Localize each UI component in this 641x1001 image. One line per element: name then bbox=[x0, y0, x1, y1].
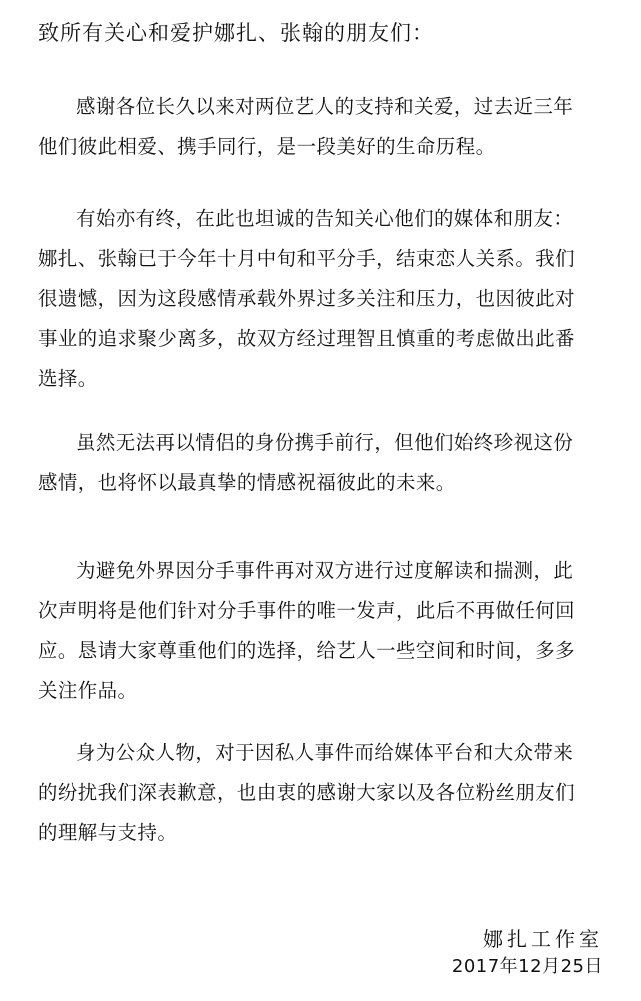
letter-salutation: 致所有关心和爱护娜扎、张翰的朋友们： bbox=[38, 21, 434, 45]
paragraph-line: 应。恳请大家尊重他们的选择，给艺人一些空间和时间，多多 bbox=[38, 639, 576, 662]
paragraph-apology bbox=[38, 733, 618, 853]
paragraph-request bbox=[38, 551, 618, 711]
paragraph-line: 娜扎、张翰已于今年十月中旬和平分手，结束恋人关系。我们 bbox=[38, 247, 576, 270]
paragraph-line: 事业的追求聚少离多，故双方经过理智且慎重的考虑做出此番 bbox=[38, 327, 576, 350]
signature-studio: 娜扎工作室 bbox=[483, 927, 603, 951]
paragraph-line: 很遗憾，因为这段感情承载外界过多关注和压力，也因彼此对 bbox=[38, 287, 576, 310]
paragraph-line: 的理解与支持。 bbox=[38, 821, 178, 844]
paragraph-gratitude bbox=[38, 87, 618, 167]
signature-block bbox=[452, 925, 603, 981]
paragraph-line: 次声明将是他们针对分手事件的唯一发声，此后不再做任何回 bbox=[38, 599, 576, 622]
signature-date: 2017年12月25日 bbox=[451, 956, 603, 977]
paragraph-line: 选择。 bbox=[38, 367, 98, 390]
paragraph-line: 虽然无法再以情侣的身份携手前行，但他们始终珍视这份 bbox=[76, 431, 574, 454]
paragraph-line: 的纷扰我们深表歉意，也由衷的感谢大家以及各位粉丝朋友们 bbox=[38, 781, 576, 804]
paragraph-line: 关注作品。 bbox=[38, 679, 138, 702]
paragraph-announcement bbox=[38, 199, 618, 399]
paragraph-line: 为避免外界因分手事件再对双方进行过度解读和揣测，此 bbox=[76, 559, 574, 582]
paragraph-line: 感谢各位长久以来对两位艺人的支持和关爱，过去近三年 bbox=[76, 95, 574, 118]
paragraph-blessing bbox=[38, 423, 618, 503]
paragraph-line: 感情，也将怀以最真挚的情感祝福彼此的未来。 bbox=[38, 471, 456, 494]
paragraph-line: 有始亦有终，在此也坦诚的告知关心他们的媒体和朋友： bbox=[76, 207, 574, 230]
paragraph-line: 身为公众人物，对于因私人事件而给媒体平台和大众带来 bbox=[76, 741, 574, 764]
paragraph-line: 他们彼此相爱、携手同行，是一段美好的生命历程。 bbox=[38, 135, 496, 158]
